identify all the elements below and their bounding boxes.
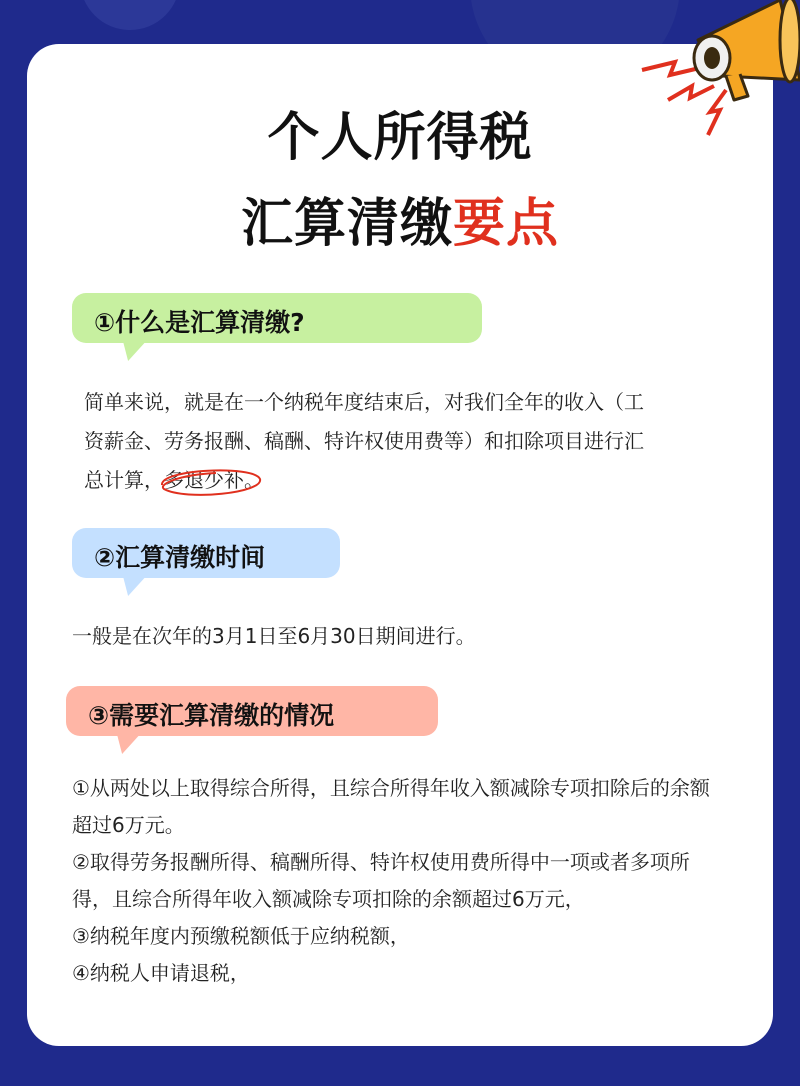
subtitle-main: 汇算清缴 <box>240 194 453 254</box>
page-subtitle <box>0 181 800 256</box>
body-line-last <box>84 461 744 500</box>
body-line: 超过6万元。 <box>72 813 185 837</box>
section-3-body <box>72 770 752 992</box>
megaphone-icon <box>630 0 800 160</box>
body-line: 资薪金、劳务报酬、稿酬、特许权使用费等）和扣除项目进行汇 <box>84 429 644 453</box>
body-text: 总计算， <box>84 468 164 492</box>
highlight-circle <box>164 461 244 500</box>
body-line: ③纳税年度内预缴税额低于应纳税额， <box>72 924 410 948</box>
background-circle <box>80 0 180 30</box>
section-1-heading-bubble <box>72 293 482 343</box>
body-line: ②取得劳务报酬所得、稿酬所得、特许权使用费所得中一项或者多项所 <box>72 850 690 874</box>
body-line: ④纳税人申请退税， <box>72 961 250 985</box>
body-line: 得，且综合所得年收入额减除专项扣除的余额超过6万元， <box>72 887 585 911</box>
body-line: 简单来说，就是在一个纳税年度结束后，对我们全年的收入（工 <box>84 390 644 414</box>
section-1-body <box>84 383 744 500</box>
subtitle-accent: 要点 <box>453 194 560 254</box>
section-2-heading: ②汇算清缴时间 <box>94 543 266 572</box>
body-text: 。 <box>244 468 264 492</box>
body-line: ①从两处以上取得综合所得，且综合所得年收入额减除专项扣除后的余额 <box>72 776 710 800</box>
section-3-heading: ③需要汇算清缴的情况 <box>88 701 335 730</box>
section-2-body: 一般是在次年的3月1日至6月30日期间进行。 <box>72 624 476 648</box>
section-1-heading: ①什么是汇算清缴? <box>94 308 305 337</box>
highlight-text: 多退少补 <box>164 468 244 492</box>
section-2-heading-bubble <box>72 528 340 578</box>
page-title: 个人所得税 <box>267 108 533 168</box>
section-3-heading-bubble <box>66 686 438 736</box>
